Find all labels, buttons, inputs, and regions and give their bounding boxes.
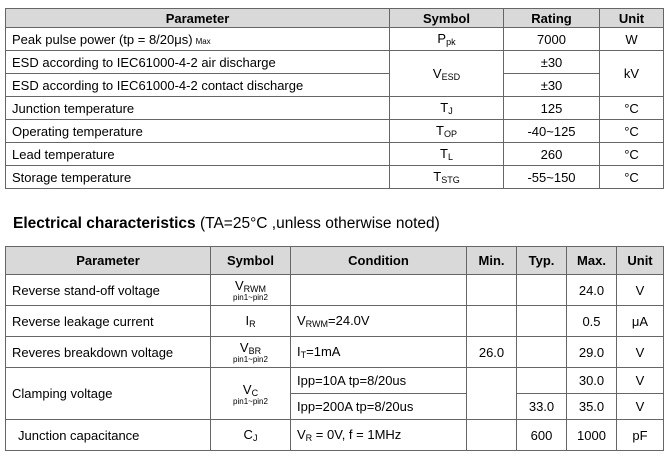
symbol-cell: $T_L$ <box>390 143 504 166</box>
symbol-cell: $V_{RWM}$ pin1~pin2 <box>211 275 291 306</box>
symbol-cell: $I_R$ <box>211 306 291 337</box>
unit-cell: °C <box>600 166 664 189</box>
header-symbol: Symbol <box>390 9 504 28</box>
condition-cell: $V_R = 0V$, f = 1MHz <box>291 420 467 451</box>
table-row <box>6 166 664 189</box>
header-rating: Rating <box>504 9 600 28</box>
unit-cell: V <box>617 394 664 420</box>
min-cell <box>467 306 517 337</box>
symbol-cell: $P_{pk}$ <box>390 28 504 51</box>
table-header-row <box>6 247 664 275</box>
parameter-cell: Clamping voltage <box>6 368 211 420</box>
header-parameter: Parameter <box>6 247 211 275</box>
header-min: Min. <box>467 247 517 275</box>
table-header-row <box>6 9 664 28</box>
max-cell: 24.0 <box>567 275 617 306</box>
header-unit: Unit <box>600 9 664 28</box>
parameter-cell: Lead temperature <box>6 143 390 166</box>
typ-cell <box>517 337 567 368</box>
parameter-cell: ESD according to IEC61000-4-2 air discharge <box>6 51 390 74</box>
condition-cell: Ipp=10A tp=8/20us <box>291 368 467 394</box>
unit-cell: V <box>617 368 664 394</box>
typ-cell <box>517 306 567 337</box>
rating-cell: 260 <box>504 143 600 166</box>
table-row <box>6 420 664 451</box>
table-row <box>6 97 664 120</box>
condition-cell: $V_{RWM}=24.0V$ <box>291 306 467 337</box>
symbol-cell: $T_{STG}$ <box>390 166 504 189</box>
parameter-cell: ESD according to IEC61000-4-2 contact discharge <box>6 74 390 97</box>
header-symbol: Symbol <box>211 247 291 275</box>
table-row <box>6 337 664 368</box>
table-row <box>6 275 664 306</box>
typ-cell <box>517 368 567 394</box>
parameter-cell: Reverse stand-off voltage <box>6 275 211 306</box>
max-cell: 1000 <box>567 420 617 451</box>
rating-cell: 7000 <box>504 28 600 51</box>
parameter-cell: Reveres breakdown voltage <box>6 337 211 368</box>
unit-cell: kV <box>600 51 664 97</box>
symbol-cell: $C_J$ <box>211 420 291 451</box>
table-row <box>6 28 664 51</box>
unit-cell: V <box>617 337 664 368</box>
max-cell: 0.5 <box>567 306 617 337</box>
absolute-ratings-table <box>5 8 664 189</box>
table-row <box>6 306 664 337</box>
symbol-cell: $T_{OP}$ <box>390 120 504 143</box>
unit-cell: pF <box>617 420 664 451</box>
symbol-cell: $V_{ESD}$ <box>390 51 504 97</box>
table-row <box>6 368 664 394</box>
unit-cell: W <box>600 28 664 51</box>
table-row <box>6 51 664 74</box>
unit-cell: °C <box>600 97 664 120</box>
symbol-cell: $V_{BR}$ pin1~pin2 <box>211 337 291 368</box>
typ-cell: 600 <box>517 420 567 451</box>
header-typ: Typ. <box>517 247 567 275</box>
condition-cell: Ipp=200A tp=8/20us <box>291 394 467 420</box>
min-cell: 26.0 <box>467 337 517 368</box>
parameter-cell: Junction temperature <box>6 97 390 120</box>
typ-cell <box>517 275 567 306</box>
header-unit: Unit <box>617 247 664 275</box>
parameter-cell: Storage temperature <box>6 166 390 189</box>
min-cell <box>467 275 517 306</box>
rating-cell: ±30 <box>504 74 600 97</box>
header-max: Max. <box>567 247 617 275</box>
section-title: Electrical characteristics (TA=25°C ,unless otherwise noted) <box>13 215 440 232</box>
parameter-cell: Operating temperature <box>6 120 390 143</box>
typ-cell: 33.0 <box>517 394 567 420</box>
parameter-cell: Reverse leakage current <box>6 306 211 337</box>
max-cell: 35.0 <box>567 394 617 420</box>
min-cell <box>467 420 517 451</box>
parameter-cell: Junction capacitance <box>6 420 211 451</box>
parameter-cell: Peak pulse power (tp = 8/20μs) Max <box>6 28 390 51</box>
unit-cell: °C <box>600 143 664 166</box>
rating-cell: ±30 <box>504 51 600 74</box>
table-row <box>6 120 664 143</box>
max-cell: 30.0 <box>567 368 617 394</box>
rating-cell: -55~150 <box>504 166 600 189</box>
max-cell: 29.0 <box>567 337 617 368</box>
symbol-cell: $V_C$ pin1~pin2 <box>211 368 291 420</box>
table-row <box>6 74 664 97</box>
electrical-characteristics-table <box>5 246 664 451</box>
unit-cell: °C <box>600 120 664 143</box>
condition-cell: $I_T=1mA$ <box>291 337 467 368</box>
unit-cell: V <box>617 275 664 306</box>
condition-cell <box>291 275 467 306</box>
rating-cell: -40~125 <box>504 120 600 143</box>
unit-cell: μA <box>617 306 664 337</box>
rating-cell: 125 <box>504 97 600 120</box>
table-row <box>6 143 664 166</box>
min-cell <box>467 368 517 420</box>
header-parameter: Parameter <box>6 9 390 28</box>
header-condition: Condition <box>291 247 467 275</box>
symbol-cell: $T_J$ <box>390 97 504 120</box>
